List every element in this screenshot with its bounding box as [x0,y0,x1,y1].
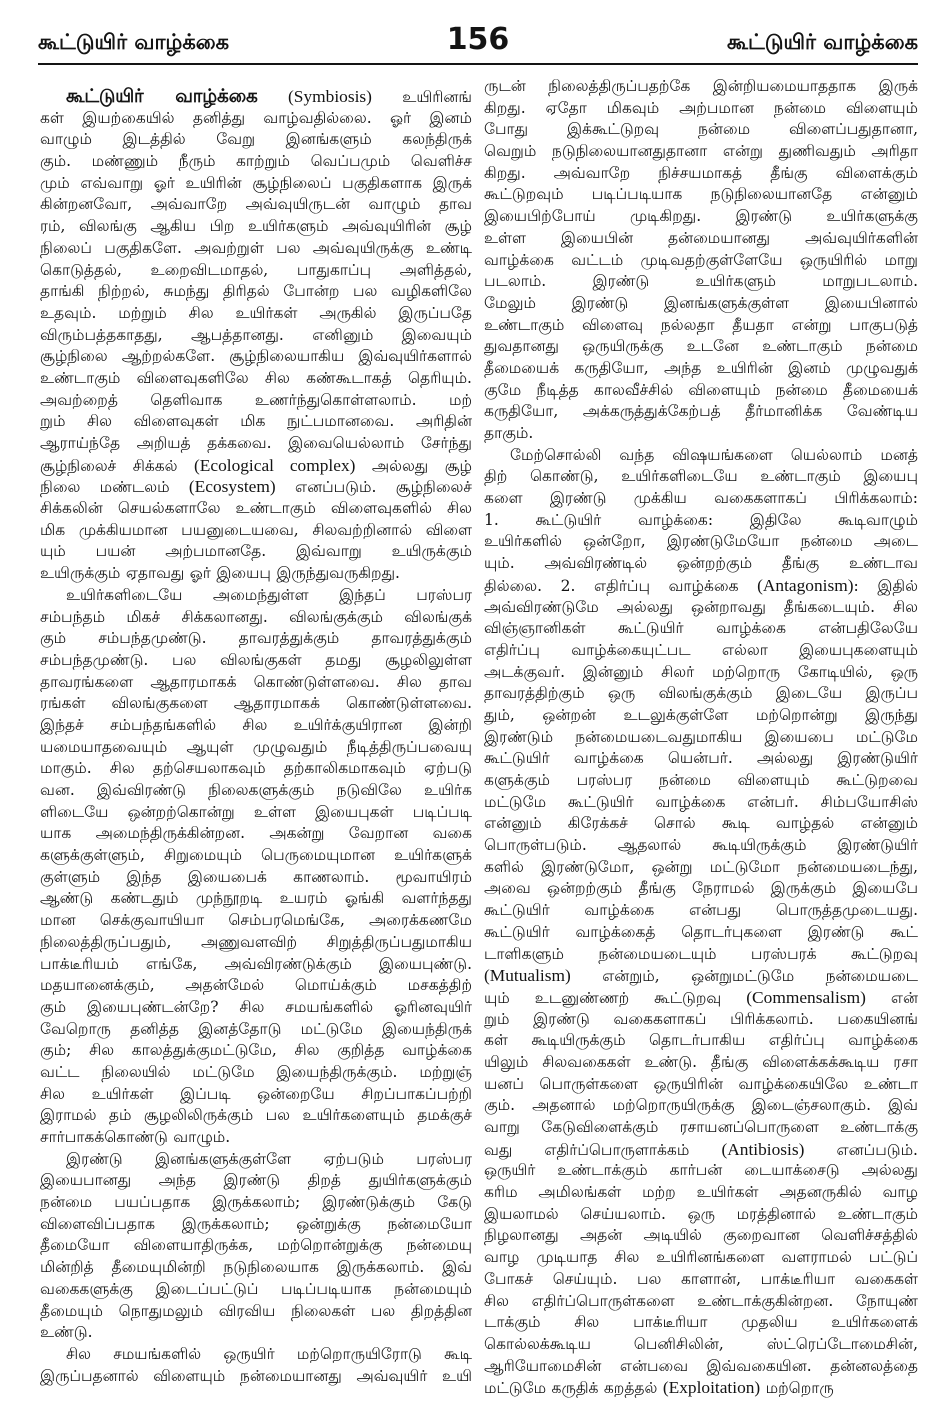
line-text: களுக்குள்ளும், சிறுமையும் பெருமையுமான உயிர்களுக் [40,846,472,865]
text-line [40,693,472,715]
line-text: தீமையும் நொதுமலும் விரவிய நிலைகள் பல திறத்தின [40,1301,472,1320]
text-line [484,119,918,141]
line-text: வது எதிர்ப்பொருளாக்கம் (Antibiosis) எனப்படும். [484,1139,918,1159]
line-text: கள் கூடியிருக்கும் தொடர்பாகிய எதிர்ப்பு வாழ்க்கை [484,1031,918,1050]
text-line [40,1322,472,1344]
line-text: கும் சம்பந்தமுண்டு. தாவரத்துக்கும் தாவரத்துக்கும் [40,629,472,648]
line-text: சூழ்நிலை ஆற்றல்களே. சூழ்நிலையாகிய இவ்வுயிர்களால் [40,347,472,366]
line-text: கரிம அமிலங்கள் மற்ற உயிர்கள் அதனருகில் வாழ [484,1183,918,1202]
text-line [40,260,472,282]
line-text: ஆண்டு கண்டதும் முந்நூறடி உயரம் ஓங்கி வளர்ந்தது [40,889,472,908]
line-text: நிலைப் பகுதிகளே. அவற்றுள் பல அவ்வுயிருக்கு உண்டி [40,238,472,257]
text-line [484,315,918,337]
right-column [484,76,918,1416]
text-line [484,1117,918,1139]
text-line [484,965,918,987]
line-text: பொருள்படும். ஆதலால் கூடியிருக்கும் இரண்டுயிர் [484,836,918,855]
line-text: படலாம். இரண்டு உயிர்களும் மாறுபடலாம். [484,272,918,291]
line-text: ஒருயிர் உண்டாக்கும் கார்பன் டையாக்சைடு அல்லது [484,1161,918,1180]
line-text: தாங்கி நிற்றல், சுமந்து திரிதல் போன்ற பல வழிகளிலே [40,282,472,301]
line-text: தில்லை. 2. எதிர்ப்பு வாழ்க்கை (Antagonism): இதில் [484,575,918,595]
line-text: துவதானது ஒருயிருக்கு உடனே உண்டாகும் நன்மை [484,337,918,356]
text-line [40,975,472,997]
text-line [484,1356,918,1378]
text-line [40,433,472,455]
text-line [40,1040,472,1062]
line-text: போது இக்கூட்டுறவு நன்மை விளைப்பதுதானா, [484,120,918,139]
text-line [40,368,472,390]
line-text: யும் உடனுண்ணற் கூட்டுறவு (Commensalism) என் [484,987,918,1007]
line-text: வன. இவ்விரண்டு நிலைகளுக்கும் நடுவிலே உயிர்க [40,781,472,799]
text-line [484,1291,918,1313]
left-column [40,86,472,1406]
text-line [484,1030,918,1052]
line-text: டாக்கும் சில பாக்டீரியா முதலிய உயிர்களைக் [484,1313,918,1332]
text-line [484,553,918,575]
text-line [484,1225,918,1247]
line-text: ஆராய்ந்தே அறியத் தக்கவை. இவையெல்லாம் சேர்ந்து [40,434,472,452]
line-text: சில உயிர்கள் இப்படி ஒன்றையே சிறப்பாகப்பற்றி [40,1084,472,1103]
text-line [40,520,472,542]
line-text: தாகும். [484,424,534,442]
line-text: நிலைத்திருப்பதும், அணுவளவிற் சிறுத்திருப்பதுமாகிய [40,932,472,951]
line-text: கும் இயைபுண்டன்றே? சில சமயங்களில் ஓரினவுயிர் [40,997,472,1016]
text-line [484,510,918,532]
text-line [484,1182,918,1204]
text-line [484,878,918,900]
text-line [484,336,918,358]
text-line [484,445,918,467]
text-line [484,184,918,206]
text-line [484,401,918,423]
line-text: மின்றித் தீமையுமின்றி நடுநிலையாக இருக்கலாம். இவ் [40,1258,472,1277]
text-line [40,281,472,303]
latin-term: (Symbiosis) [288,87,372,106]
text-line [40,1149,472,1171]
text-line [40,780,472,802]
line-text: போகச் செய்யும். பல காளான், பாக்டீரியா வகைகள் [484,1269,918,1288]
text-line [484,813,918,835]
line-text: கூட்டுயிர் வாழ்க்கைத் தொடர்புகளை இரண்டு கூட் [484,922,918,941]
line-text: உயிர்களிடையே அமைந்துள்ள இந்தப் பரஸ்பர [66,585,472,604]
text-line [484,770,918,792]
line-text: சார்பாகக்கொண்டு வாழும். [40,1128,231,1146]
line-text: இரண்டு இனங்களுக்குள்ளே ஏற்படும் பரஸ்பர [66,1149,472,1168]
text-line [484,206,918,228]
text-line [40,1084,472,1106]
paragraph [484,76,918,445]
line-text: என்னும் கிரேக்கச் சொல் கூடி வாழ்தல் என்னும் [484,814,918,833]
text-line [40,563,472,585]
line-text: சில எதிர்ப்பொருள்களை உண்டாக்குகின்றன. நோயுண் [484,1291,918,1310]
text-line [484,163,918,185]
line-text: (Mutualism) என்றும், ஒன்றுமட்டுமே நன்மையடை [484,966,918,986]
text-line [484,1160,918,1182]
text-line [40,845,472,867]
line-text: தும், ஒன்றன் உடலுக்குள்ளே மற்றொன்று இருந்து [484,705,918,724]
line-text: சம்பந்தம் மிகச் சிக்கலானது. விலங்குக்கும் விலங்குக் [40,607,472,626]
text-line [40,1192,472,1214]
latin-term: (Commensalism) [746,987,866,1007]
line-text: வாழும் இடத்தில் வேறு இனங்களும் கலந்திருக் [40,130,472,149]
line-text: ஆரியோமைசின் என்பவை இவ்வகையின. தன்னலத்தை [484,1356,918,1375]
text-line [40,346,472,368]
text-line [484,1312,918,1334]
running-head-left: கூட்டுயிர் வாழ்க்கை [38,30,230,54]
line-text: வட்ட நிலையில் மட்டுமே இயைந்திருக்கும். மற்றுஞ் [40,1062,472,1081]
line-text: கொல்லக்கூடிய பெனிசிலின், ஸ்ட்ரெப்டோமைசின், [484,1334,918,1353]
line-text: அவ்விரண்டுமே அல்லது ஒன்றாவது தீங்கடையும். சில [484,597,918,616]
line-text: கிறது. அவ்வாறே நிச்சயமாகத் தீங்கு விளைக்கும் [484,163,918,182]
line-text: றும் இரண்டு வகைகளாகப் பிரிக்கலாம். பகையினங் [484,1009,918,1028]
text-line [40,151,472,173]
text-line [40,1344,472,1366]
text-line [40,216,472,238]
text-line [484,705,918,727]
latin-term: (Antagonism) [757,575,854,595]
running-head-right: கூட்டுயிர் வாழ்க்கை [726,30,918,54]
text-line [484,141,918,163]
paragraph [40,585,472,1149]
line-text: சில சமயங்களில் ஒருயிர் மற்றொருயிரோடு கூடி [66,1344,472,1363]
text-line [484,1074,918,1096]
line-text: ருடன் நிலைத்திருப்பதற்கே இன்றியமையாததாக இருக் [484,77,918,95]
text-line [484,922,918,944]
page-number: 156 [446,22,510,57]
line-text: தீமையோ விளையாதிருக்க, மற்றொன்றுக்கு நன்மையு [40,1236,472,1255]
line-text: தாவரத்திற்கும் ஒரு விலங்குக்கும் இடையே இருப்ப [484,684,918,703]
text-line [40,411,472,433]
line-text: சம்பந்தமுண்டு. பல விலங்குகள் தமது சூழலிலுள்ள [40,650,472,669]
text-line [484,662,918,684]
line-text: உள்ள இயைபின் தன்மையானது அவ்வுயிர்களின் [484,228,918,247]
text-line [484,640,918,662]
line-text: டாளிகளும் நன்மையடையும் பரஸ்பரக் கூட்டுறவு [484,944,918,963]
line-text: யமையாதவையும் ஆயுள் முழுவதும் நீடித்திருப்பவையு [40,737,472,756]
text-line [484,228,918,250]
text-line [484,358,918,380]
line-text: இந்தச் சம்பந்தங்களில் சில உயிர்க்குயிரான இன்றி [40,715,472,734]
line-text: நன்மை பயப்பதாக இருக்கலாம்; இரண்டுக்கும் கேடு [40,1193,472,1212]
line-text: கொடுத்தல், உறைவிடமாதல், பாதுகாப்பு அளித்தல், [40,260,472,279]
paragraph [40,86,472,585]
line-text: வாறு கேடுவிளைக்கும் ரசாயனப்பொருளை உண்டாக்கு [484,1118,918,1136]
text-line [40,672,472,694]
line-text: விஞ்ஞானிகள் கூட்டுயிர் வாழ்க்கை என்பதிலேயே [484,619,918,638]
paragraph [40,1149,472,1344]
line-text: தாவரங்களை ஆதாரமாகக் கொண்டுள்ளவை. சில தாவ [40,672,472,691]
line-text: இருப்பதனால் விளையும் நன்மையானது அவ்வுயிர் உயி [40,1366,472,1385]
text-line [40,455,472,477]
text-line [484,1052,918,1074]
text-line [484,1139,918,1161]
text-line [484,98,918,120]
line-text: மேலும் இரண்டு இனங்களுக்குள்ள இயைபினால் [484,293,918,312]
text-line [40,129,472,151]
running-header [38,20,918,62]
text-line [484,618,918,640]
text-line [40,1127,472,1149]
line-text: குமே நீடித்த காலவீச்சில் விளையும் நன்மை தீமையைக் [484,380,918,399]
line-text: கள் இயற்கையில் தனித்து வாழ்வதில்லை. ஓர் இனம் [40,108,472,127]
line-text: விளைவிப்பதாக இருக்கலாம்; ஒன்றுக்கு நன்மையோ [40,1214,472,1233]
line-text: (Symbiosis) உயிரினங் [288,87,472,106]
line-text: வாழ்க்கை வட்டம் முடிவதற்குள்ளேயே ஒருயிரில் மாறு [484,250,918,269]
text-line [484,900,918,922]
text-line [484,531,918,553]
line-text: மட்டுமே கூட்டுயிர் வாழ்க்கை என்பர். சிம்பயோசிஸ் [484,792,918,811]
line-text: கும்; சில காலத்துக்குமட்டுமே, சில குறித்த வாழ்க்கை [40,1041,472,1060]
line-text: யாக அமைந்திருக்கின்றன. அகன்று வேறான வகை [40,824,472,843]
text-line [40,325,472,347]
line-text: வெறும் நடுநிலையானதுதானா என்று துணிவதும் அரிதா [484,142,918,161]
text-line [40,1019,472,1041]
text-line [40,1257,472,1279]
header-rule [38,63,918,65]
line-text: இரண்டும் நன்மையடைவதுமாகிய இயைபை மட்டுமே [484,727,918,746]
line-text: களில் இரண்டுமோ, ஒன்று மட்டுமோ நன்மையடைந்து, [484,857,918,876]
text-line [40,954,472,976]
line-text: யிலும் சிலவகைகள் உண்டு. தீங்கு விளைக்கக்கூடிய ரசா [484,1052,918,1071]
text-line [484,727,918,749]
latin-term: (Antibiosis) [721,1139,805,1159]
text-line [40,498,472,520]
text-line [40,888,472,910]
line-text: அடக்குவர். இன்னும் சிலர் மற்றொரு கோடியில், ஒரு [484,662,918,681]
text-line [484,1269,918,1291]
article-headword: கூட்டுயிர் வாழ்க்கை [66,86,258,107]
line-text: ளிடையே ஒன்றற்கொன்று உள்ள இயைபுகள் படிப்படி [40,802,472,821]
text-line [484,748,918,770]
line-text: றும் சில விளைவுகள் மிக நுட்பமானவை. அரிதின் [40,412,472,431]
text-line [40,1235,472,1257]
line-text: மும் எவ்வாறு ஓர் உயிரின் சூழ்நிலைப் பகுதிகளாக இருக் [40,173,472,192]
text-line [484,597,918,619]
text-line [40,541,472,563]
text-line [484,1247,918,1269]
text-line [40,1366,472,1388]
text-line [484,293,918,315]
text-line [40,1301,472,1323]
line-text: தீமையைக் கருதியோ, அந்த உயிரின் இனம் முழுவதுக் [484,358,918,377]
text-line [40,802,472,824]
line-text: வேறொரு தனித்த இனத்தோடு மட்டுமே இயைந்திருக் [40,1019,472,1038]
line-text: மதயானைக்கும், அதன்மேல் மொய்க்கும் மசகத்திற் [40,976,472,995]
line-text: உண்டாகும் விளைவுகளிலே சில கண்கூடாகத் தெரியும். [40,368,472,387]
line-text: கருதியோ, அக்கருத்துக்கேற்பத் தீர்மானிக்க வேண்டிய [484,402,918,421]
text-line [40,997,472,1019]
text-line [40,585,472,607]
line-text: பாக்டீரியம் எங்கே, அவ்விரண்டுக்கும் இயைபுண்டு. [40,954,472,973]
text-line [484,835,918,857]
line-text: வாழ முடியாத சில உயிரினங்களை வளராமல் பட்டுப் [484,1248,918,1267]
line-text: மிக முக்கியமான பயனுடையவை, சிலவற்றினால் விளை [40,520,472,539]
text-line [40,867,472,889]
line-text: இயைபிற்போய் முடிகிறது. இரண்டு உயிர்களுக்கு [484,207,918,226]
text-line [40,86,472,108]
text-line [484,1095,918,1117]
line-text: கூட்டுறவும் படிப்படியாக நடுநிலையானதே என்னும் [484,185,918,204]
latin-term: (Ecosystem) [188,477,276,497]
line-text: உதவும். மற்றும் சில உயிர்கள் அருகில் இருப்பதே [40,303,472,322]
text-line [40,1170,472,1192]
line-text: மாகும். சில தற்செயலாகவும் தற்காலிகமாகவும் ஏற்படு [40,759,472,778]
text-line [40,823,472,845]
text-line [484,857,918,879]
text-line [484,683,918,705]
text-line [484,423,918,445]
line-text: யும். அவ்விரண்டில் ஒன்றற்கும் தீங்கு உண்டாவ [484,554,918,573]
line-text: உயிர்களில் ஒன்றோ, இரண்டுமேயோ நன்மை அடை [484,532,918,551]
line-text: களுக்கும் பரஸ்பர நன்மை விளையும் கூட்டுறவை [484,771,918,789]
text-line [484,488,918,510]
text-line [484,271,918,293]
text-line [40,303,472,325]
text-line [484,1009,918,1031]
paragraph [484,445,918,1399]
line-text: இயலாமல் செய்யலாம். ஒரு மரத்தினால் உண்டாகும் [484,1204,918,1223]
text-line [484,987,918,1009]
paragraph [40,1344,472,1387]
line-text: யனப் பொருள்களை ஒருயிரின் வாழ்க்கையிலே உண்டா [484,1074,918,1093]
line-text: உயிருக்கும் ஏதாவது ஓர் இயைபு இருந்துவருகிறது. [40,564,400,583]
text-line [484,1377,918,1399]
text-line [40,1062,472,1084]
line-text: அவற்றைத் தெளிவாக உணர்ந்துகொள்ளலாம். மற் [40,390,472,409]
text-line [40,1105,472,1127]
text-line [484,1334,918,1356]
line-text: மட்டுமே கருதிக் கறத்தல் (Exploitation) மற்றொரு [484,1378,834,1398]
text-line [484,792,918,814]
latin-term: (Ecological complex) [193,455,356,475]
text-line [40,715,472,737]
text-line [40,238,472,260]
line-text: ரங்கள் விலங்குகளை ஆதாரமாகக் கொண்டுள்ளவை. [40,694,472,713]
line-text: அவை ஒன்றற்கும் தீங்கு நேராமல் இருக்கும் இயைபே [484,879,918,898]
text-line [40,737,472,759]
line-text: இராமல் தம் சூழலிலிருக்கும் பல உயிர்களையும் தமக்குச் [40,1106,472,1125]
line-text: களை இரண்டு முக்கிய வகைகளாகப் பிரிக்கலாம்: [484,489,918,508]
text-line [40,607,472,629]
line-text: 1. கூட்டுயிர் வாழ்க்கை: இதிலே கூடிவாழும் [484,510,918,529]
latin-term: (Exploitation) [662,1378,761,1398]
text-line [484,466,918,488]
line-text: கும். மண்ணும் நீரும் காற்றும் வெப்பமும் வெளிச்ச [40,152,472,171]
text-line [484,380,918,402]
text-line [40,173,472,195]
line-text: யும் பயன் அற்பமானதே. இவ்வாறு உயிருக்கும் [40,542,472,561]
text-line [40,1279,472,1301]
line-text: விரும்பத்தகாதது, ஆபத்தானது. எனினும் இவையும் [40,325,472,344]
line-text: கூட்டுயிர் வாழ்க்கை யென்பர். அல்லது இரண்டுயிர் [484,749,918,768]
text-line [40,650,472,672]
line-text: வகைகளுக்கு இடைப்பட்டுப் படிப்படியாக நன்மையும் [40,1279,472,1298]
line-text: மான செக்குவாயியா செம்பரமெங்கே, அரைக்கணமே [40,911,472,930]
line-text: நிழலானது அதன் அடியில் குறைவான வெளிச்சத்தில் [484,1226,918,1245]
line-text: நிலை மண்டலம் (Ecosystem) எனப்படும். சூழ்நிலைச் [40,477,472,497]
text-line [484,575,918,597]
text-line [484,76,918,98]
line-text: திற் கொண்டு, உயிர்களிடையே உண்டாகும் இயைபு [484,467,918,486]
text-line [40,628,472,650]
text-line [484,1204,918,1226]
line-text: கூட்டுயிர் வாழ்க்கை என்பது பொருத்தமுடையது. [484,901,918,920]
line-text: குள்ளும் இந்த இயைபைக் காணலாம். மூவாயிரம் [40,867,472,886]
line-text: கும். அதனால் மற்றொருயிருக்கு இடைஞ்சலாகும். இவ் [484,1096,918,1115]
line-text: ரம், விலங்கு ஆகிய பிற உயிர்களும் அவ்வுயிரின் சூழ் [40,217,472,236]
text-line [484,944,918,966]
line-text: சிக்கலின் செயல்களாலே உண்டாகும் விளைவுகளில் சில [40,499,472,518]
line-text: உண்டு. [40,1323,93,1342]
text-line [40,910,472,932]
latin-term: (Mutualism) [484,966,571,986]
line-text: மேற்சொல்லி வந்த விஷயங்களை யெல்லாம் மனத் [510,445,918,464]
line-text: கின்றனவோ, அவ்வாறே அவ்வுயிருடன் வாழும் தாவ [40,195,472,214]
text-line [484,250,918,272]
text-line [40,758,472,780]
text-line [40,108,472,130]
line-text: கிறது. ஏதோ மிகவும் அற்பமான நன்மை விளையும் [484,98,918,117]
text-line [40,932,472,954]
text-line [40,1214,472,1236]
line-text: இயைபானது அந்த இரண்டு திறத் துயிர்களுக்கும் [40,1171,472,1190]
line-text: எதிர்ப்பு வாழ்க்கையுட்பட எல்லா இயைபுகளையும் [484,640,918,659]
line-text: உண்டாகும் விளைவு நல்லதா தீயதா என்று பாகுபடுத் [484,315,918,334]
text-line [40,194,472,216]
text-line [40,390,472,412]
text-line [40,476,472,498]
line-text: சூழ்நிலைச் சிக்கல் (Ecological complex) அல்லது சூழ் [40,455,472,475]
